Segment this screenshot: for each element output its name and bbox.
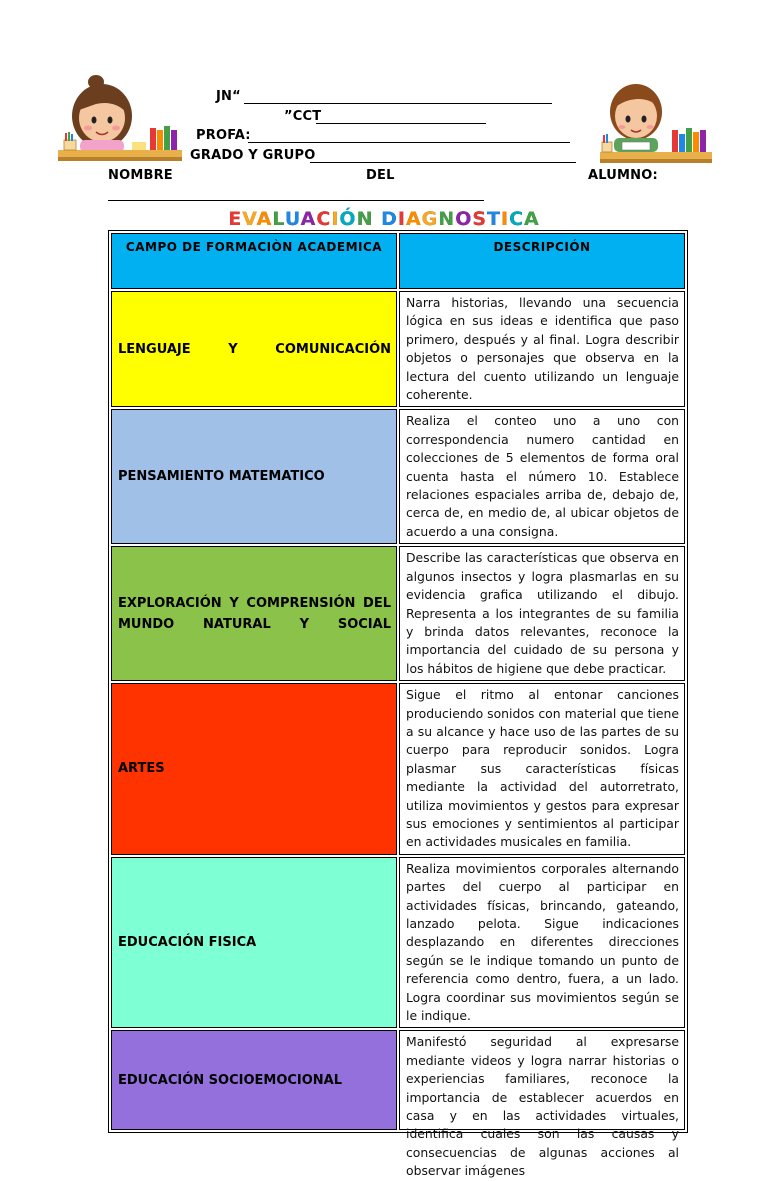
table-row [111, 1030, 685, 1130]
table-row [111, 409, 685, 544]
title-letter: C [509, 208, 525, 230]
desc-pensamiento: Realiza el conteo uno a uno con correspondencia numero cantidad en colecciones de 5 elementos de forma oral cuenta hasta el número 10. Establece relaciones espaciales arriba de, debajo de, cerca de, en medio de, al ubicar objetos de acuerdo a una consigna. [399, 409, 685, 544]
area-pensamiento: PENSAMIENTO MATEMATICO [111, 409, 397, 544]
area-artes: ARTES [111, 683, 397, 855]
jn-field[interactable] [244, 103, 552, 104]
table-row [111, 291, 685, 407]
table-header-row [111, 233, 685, 289]
desc-socioemocional: Manifestó seguridad al expresarse mediante videos y logra narrar historias o experiencias familiares, reconoce la importancia de establecer acuerdos en casa y en las actividades virtuales, identifica cuales son las causas y consecuencias de algunas acciones al observar imágenes [406, 1034, 679, 1179]
title-letter [373, 208, 381, 230]
evaluation-table [108, 230, 688, 1179]
del-label: DEL [366, 168, 395, 183]
page-title [0, 208, 768, 230]
title-letter: A [405, 208, 422, 230]
nombre-label: NOMBRE [108, 168, 173, 183]
title-letter: O [455, 208, 473, 230]
profa-label: PROFA: [196, 128, 251, 143]
area-socioemocional: EDUCACIÓN SOCIOEMOCIONAL [111, 1030, 397, 1130]
area-educacion-fisica: EDUCACIÓN FISICA [111, 857, 397, 1029]
title-letter: G [421, 208, 439, 230]
desc-lenguaje: Narra historias, llevando una secuencia lógica en sus ideas e identifica que paso primero, después y al final. Logra describir objetos o personajes que observa en la lectura del cuento utilizando un lenguaje coherente. [399, 291, 685, 407]
grado-grupo-label: GRADO Y GRUPO [190, 148, 316, 163]
desc-educacion-fisica: Realiza movimientos corporales alternando partes del cuerpo al participar en actividades físicas, brincando, gateando, lanzado pelota. Sigue indicaciones desplazando en diferentes direcciones según se le indique tomando un punto de referencia como dentro, fuera, a un lado. Logra coordinar sus movimientos según se le indique. [399, 857, 685, 1029]
title-letter: N [438, 208, 456, 230]
title-letter: U [284, 208, 301, 230]
header-area-cell: CAMPO DE FORMACIÒN ACADEMICA [111, 233, 397, 289]
desc-artes: Sigue el ritmo al entonar canciones produciendo sonidos con material que tiene a su alcance y hace uso de las partes de su cuerpo para reproducir sonidos. Logra plasmar sus características físicas mediante la actividad del autorretrato, utiliza movimientos y gestos para expresar sus emociones y sentimientos al participar en actividades musicales en familia. [399, 683, 685, 855]
profa-field[interactable] [248, 142, 570, 143]
title-letter: A [524, 208, 540, 230]
cct-label: ”CCT [284, 109, 322, 124]
grado-grupo-field[interactable] [310, 162, 576, 163]
table-row [111, 857, 685, 1029]
table-row [111, 683, 685, 855]
table-row [111, 546, 685, 681]
title-letter: L [272, 208, 285, 230]
desc-exploracion: Describe las características que observa en algunos insectos y logra plasmarlas en su evidencia grafica utilizando el dibujo. Representa a los integrantes de su familia y brinda datos relevantes, reconoce la importancia del cuidado de su persona y los hábitos de higiene que debe practicar. [399, 546, 685, 681]
title-letter: A [300, 208, 317, 230]
title-letter: I [501, 208, 510, 230]
cct-field[interactable] [316, 123, 486, 124]
header-desc-cell: DESCRIPCIÓN [399, 233, 685, 289]
title-letter: E [228, 208, 243, 230]
girl-reading-illustration [56, 70, 184, 162]
nombre-alumno-field[interactable] [108, 200, 484, 201]
title-letter: I [397, 208, 406, 230]
title-letter: C [316, 208, 332, 230]
title-letter: A [256, 208, 273, 230]
area-lenguaje: LENGUAJE Y COMUNICACIÓN [111, 291, 397, 407]
title-letter: I [331, 208, 340, 230]
area-exploracion: EXPLORACIÓN Y COMPRENSIÓN DEL MUNDO NATURAL Y SOCIAL [111, 546, 397, 681]
title-letter: D [381, 208, 398, 230]
title-letter: S [472, 208, 488, 230]
boy-reading-illustration [600, 72, 712, 164]
title-letter: Ó [339, 208, 357, 230]
title-letter: N [356, 208, 374, 230]
alumno-label: ALUMNO: [588, 168, 658, 183]
desc-socioemocional-cell [399, 1030, 685, 1179]
title-letter: T [487, 208, 501, 230]
jn-label: JN“ [216, 89, 241, 104]
title-letter: V [242, 208, 257, 230]
